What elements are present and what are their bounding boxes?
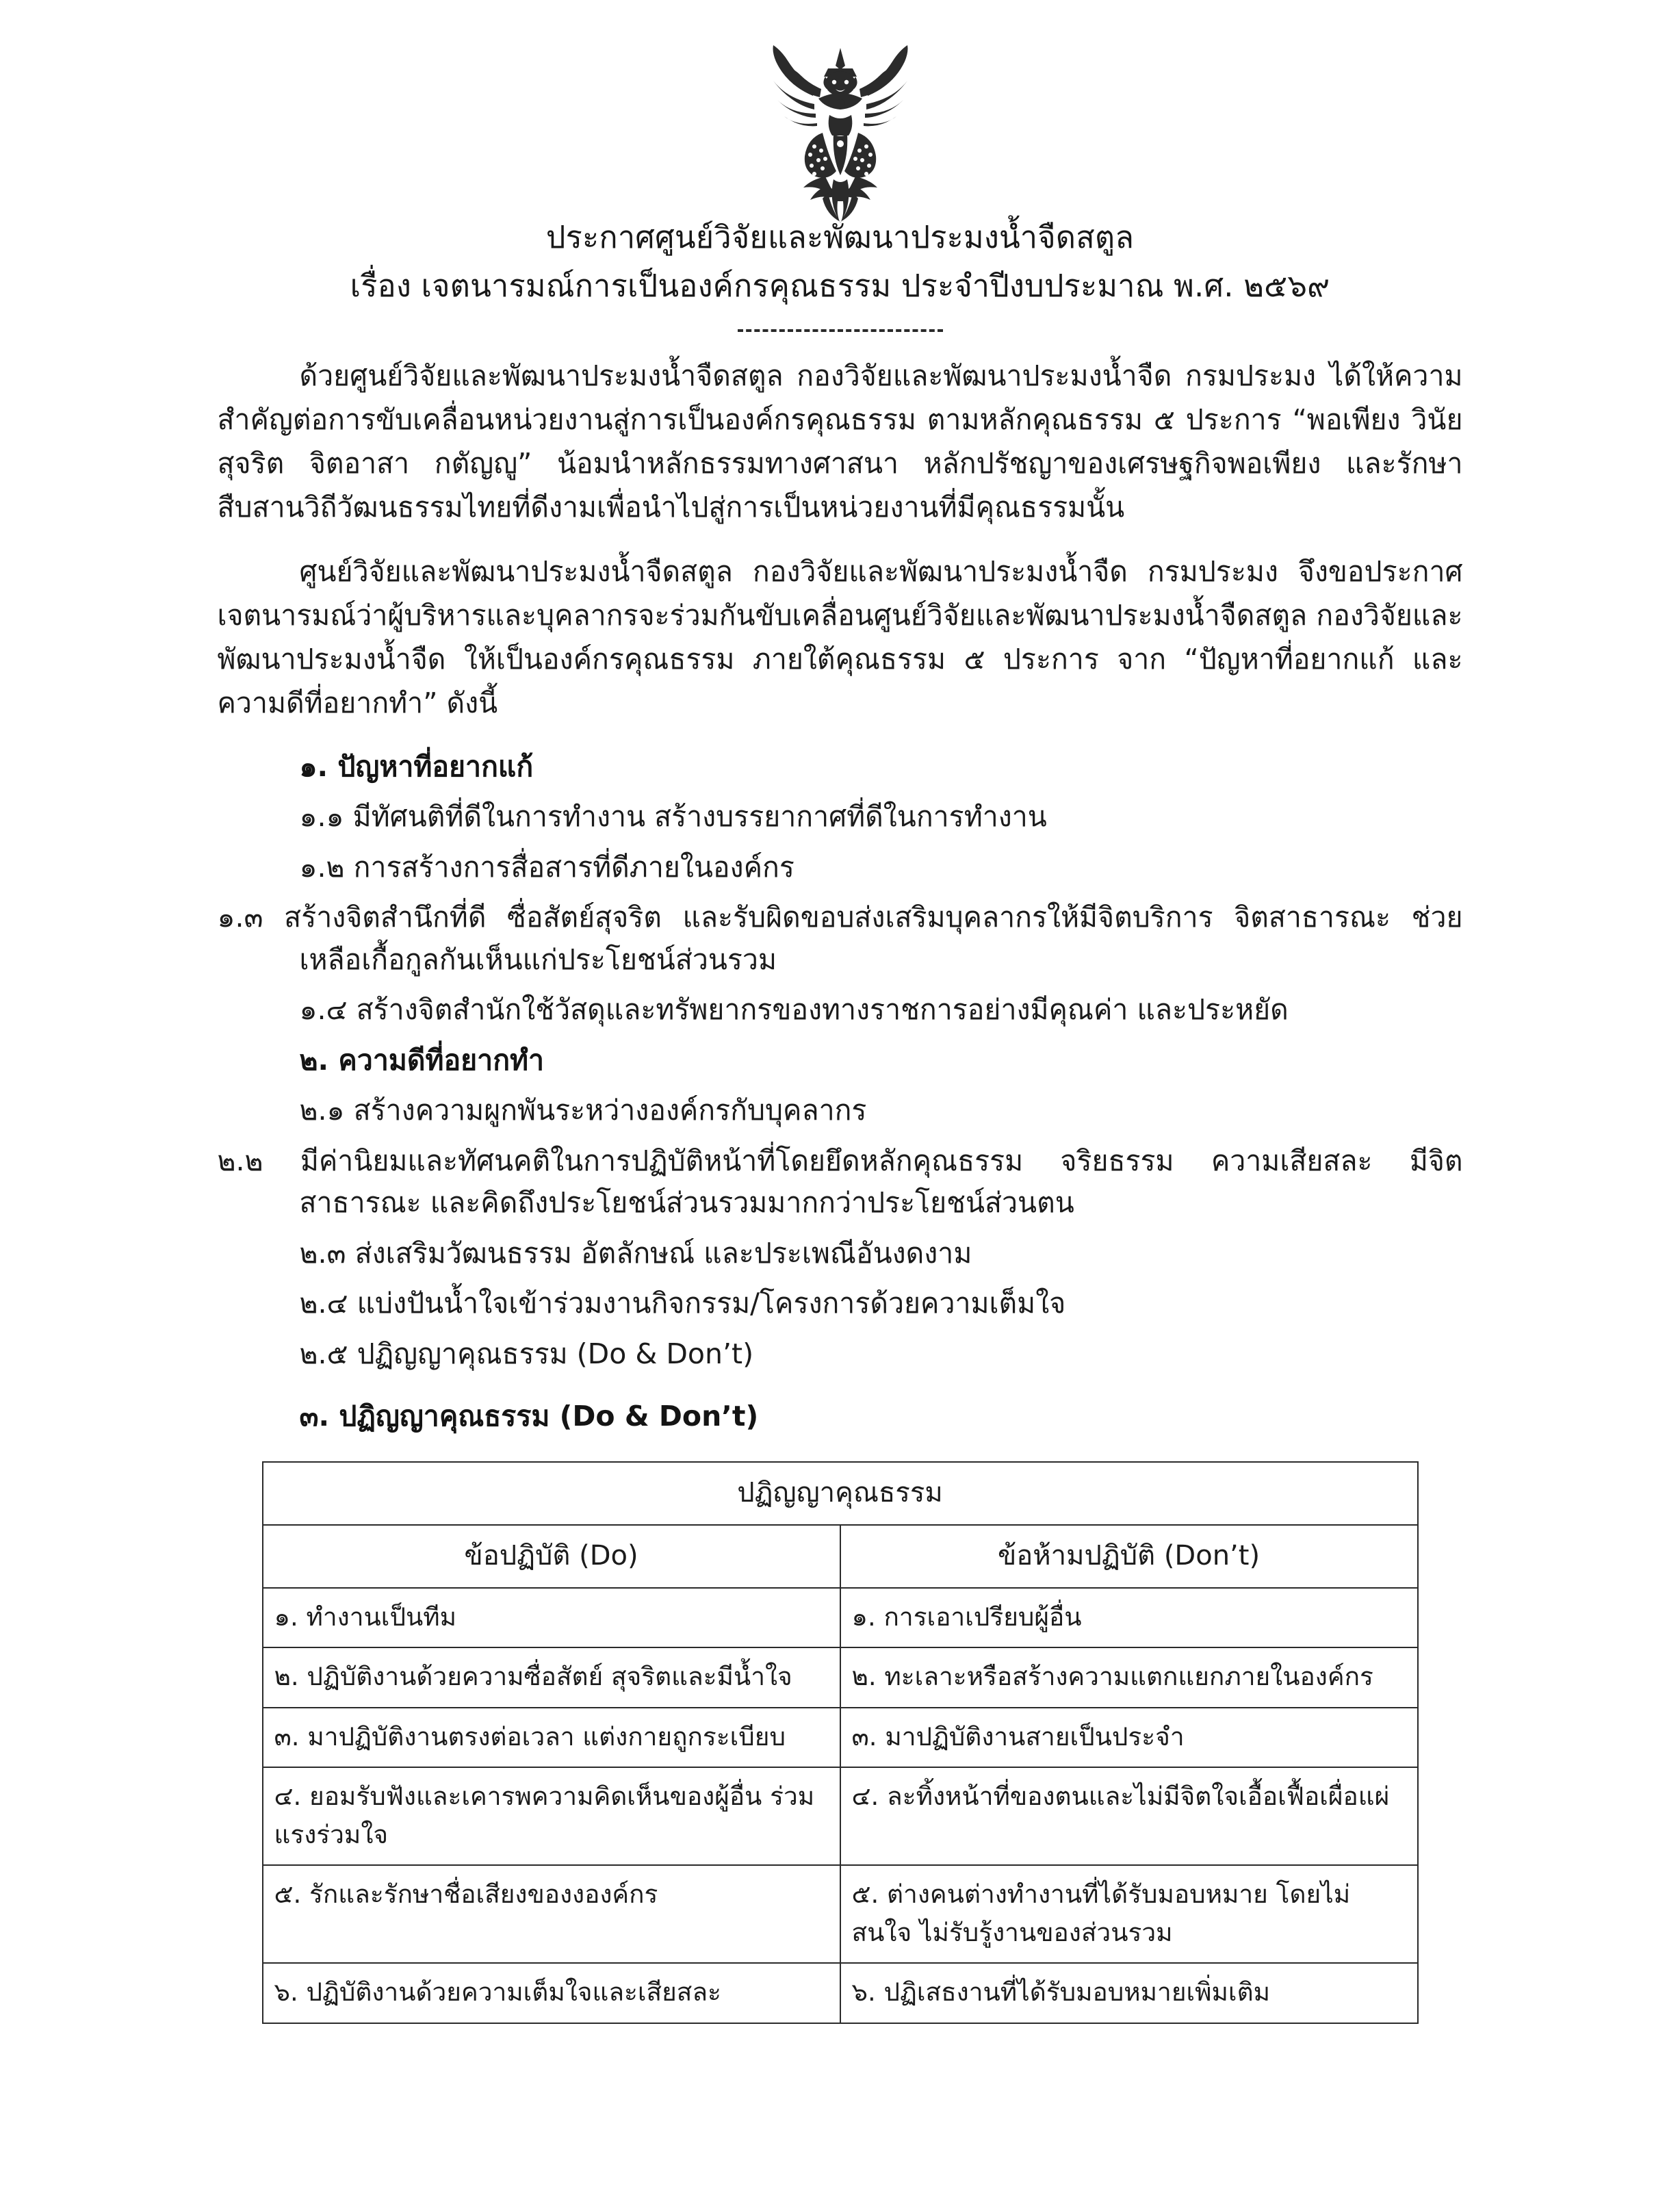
pledge-table-container [262,1461,1419,2024]
cell-dont: ๒. ทะเลาะหรือสร้างความแตกแยกภายในองค์กร [840,1647,1418,1708]
section-1-item-2: ๑.๒ การสร้างการสื่อสารที่ดีภายในองค์กร [299,850,794,884]
section-2-item-3: ๒.๓ ส่งเสริมวัฒนธรรม อัตลักษณ์ และประเพณีอันงดงาม [299,1236,972,1270]
emblem-container [0,0,1680,205]
column-header-do: ข้อปฏิบัติ (Do) [263,1525,840,1588]
cell-do: ๔. ยอมรับฟังและเคารพความคิดเห็นของผู้อื่น ร่วมแรงร่วมใจ [263,1767,840,1865]
table-row [263,1588,1418,1648]
cell-do: ๓. มาปฏิบัติงานตรงต่อเวลา แต่งกายถูกระเบียบ [263,1708,840,1768]
separator [0,323,1680,344]
cell-do: ๑. ทำงานเป็นทีม [263,1588,840,1648]
table-row [263,1767,1418,1865]
table-banner-row [263,1462,1418,1525]
section-1-item-1: ๑.๑ มีทัศนติที่ดีในการทำงาน สร้างบรรยากาศที่ดีในการทำงาน [299,800,1047,834]
table-banner: ปฏิญญาคุณธรรม [263,1462,1418,1525]
pledge-table [262,1461,1419,2024]
column-header-dont: ข้อห้ามปฏิบัติ (Don’t) [840,1525,1418,1588]
section-2-item-1: ๒.๑ สร้างความผูกพันระหว่างองค์กรกับบุคลากร [299,1094,867,1127]
dashed-divider [738,329,943,332]
section-2-heading: ๒. ความดีที่อยากทำ [299,1043,545,1077]
table-row [263,1647,1418,1708]
section-1-heading: ๑. ปัญหาที่อยากแก้ [299,749,534,783]
table-row [263,1865,1418,1963]
cell-dont: ๑. การเอาเปรียบผู้อื่น [840,1588,1418,1648]
cell-dont: ๖. ปฏิเสธงานที่ได้รับมอบหมายเพิ่มเติม [840,1963,1418,2023]
garuda-emblem-icon [738,30,943,235]
paragraph-1: ด้วยศูนย์วิจัยและพัฒนาประมงน้ำจืดสตูล กองวิจัยและพัฒนาประมงน้ำจืด กรมประมง ได้ให้ความสำคัญต่อการขับเคลื่อนหน่วยงานสู่การเป็นองค์กรคุณธรรม ตามหลักคุณธรรม ๕ ประการ “พอเพียง วินัย สุจริต จิตอาสา กตัญญู” น้อมนำหลักธรรมทางศาสนา หลักปรัชญาของเศรษฐกิจพอเพียง และรักษาสืบสานวิถีวัฒนธรรมไทยที่ดีงามเพื่อนำไปสู่การเป็นหน่วยงานที่มีคุณธรรมนั้น [217,359,1463,524]
section-2-item-4: ๒.๔ แบ่งปันน้ำใจเข้าร่วมงานกิจกรรม/โครงการด้วยความเต็มใจ [299,1287,1066,1320]
page-subtitle: เรื่อง เจตนารมณ์การเป็นองค์กรคุณธรรม ประจำปีงบประมาณ พ.ศ. ๒๕๖๙ [350,267,1330,304]
page-title: ประกาศศูนย์วิจัยและพัฒนาประมงน้ำจืดสตูล [545,219,1135,255]
cell-dont: ๔. ละทิ้งหน้าที่ของตนและไม่มีจิตใจเอื้อเฟื้อเผื่อแผ่ [840,1767,1418,1865]
document-body [218,344,1463,1438]
cell-do: ๕. รักและรักษาชื่อเสียงของงองค์กร [263,1865,840,1963]
cell-dont: ๕. ต่างคนต่างทำงานที่ได้รับมอบหมาย โดยไม่สนใจ ไม่รับรู้งานของส่วนรวม [840,1865,1418,1963]
table-header-row [263,1525,1418,1588]
cell-dont: ๓. มาปฏิบัติงานสายเป็นประจำ [840,1708,1418,1768]
paragraph-2: ศูนย์วิจัยและพัฒนาประมงน้ำจืดสตูล กองวิจัยและพัฒนาประมงน้ำจืด กรมประมง จึงขอประกาศเจตนารมณ์ว่าผู้บริหารและบุคลากรจะร่วมกันขับเคลื่อนศูนย์วิจัยและพัฒนาประมงน้ำจืดสตูล กองวิจัยและพัฒนาประมงน้ำจืด ให้เป็นองค์กรคุณธรรม ภายใต้คุณธรรม ๕ ประการ จาก “ปัญหาที่อยากแก้ และความดีที่อยากทำ” ดังนี้ [217,555,1463,719]
section-2-item-2: ๒.๒ มีค่านิยมและทัศนคติในการปฏิบัติหน้าที่โดยยึดหลักคุณธรรม จริยธรรม ความเสียสละ มีจิตสาธารณะ และคิดถึงประโยชน์ส่วนรวมมากกว่าประโยชน์ส่วนตน [217,1144,1463,1220]
cell-do: ๒. ปฏิบัติงานด้วยความซื่อสัตย์ สุจริตและมีน้ำใจ [263,1647,840,1708]
section-3-heading: ๓. ปฏิญญาคุณธรรม (Do & Don’t) [299,1400,759,1433]
table-row [263,1708,1418,1768]
section-1-item-3: ๑.๓ สร้างจิตสำนึกที่ดี ซื่อสัตย์สุจริต และรับผิดขอบส่งเสริมบุคลากรให้มีจิตบริการ จิตสาธารณะ ช่วยเหลือเกื้อกูลกันเห็นแก่ประโยชน์ส่วนรวม [217,901,1463,976]
cell-do: ๖. ปฏิบัติงานด้วยความเต็มใจและเสียสละ [263,1963,840,2023]
table-row [263,1963,1418,2023]
section-1-item-4: ๑.๔ สร้างจิตสำนักใช้วัสดุและทรัพยากรของทางราชการอย่างมีคุณค่า และประหยัด [299,993,1289,1027]
section-2-item-5: ๒.๕ ปฏิญญาคุณธรรม (Do & Don’t) [299,1337,754,1370]
